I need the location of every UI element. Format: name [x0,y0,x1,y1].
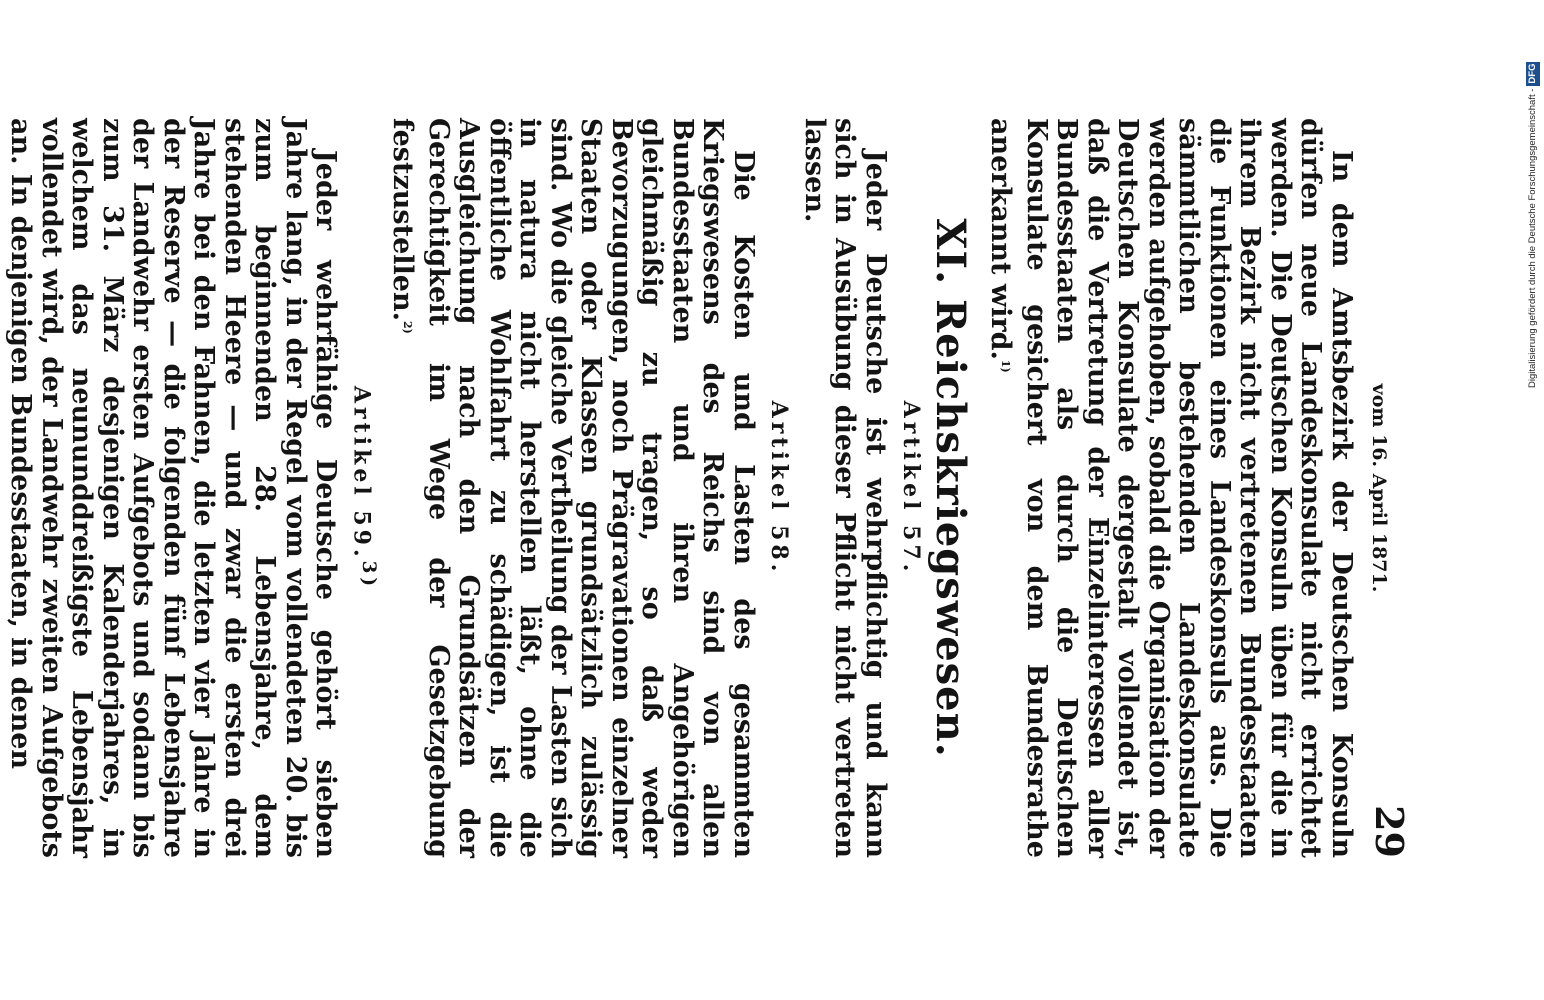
dfg-logo: DFG [1527,63,1538,84]
rotated-page [5,118,1412,858]
article-57-text: Jeder Deutsche ist wehrpflichtig und kann sich in Ausübung dieser Pflicht nicht vertreten lassen. [799,118,891,858]
paragraph-consuls-text: In dem Amtsbezirk der Deutschen Konsuln dürfen neue Landeskonsulate nicht errichtet werden. Die Deutschen Konsuln üben für die in ihrem Bezirk nicht vertretenen Bundesstaaten die Funktionen eines Landeskonsuls aus. Die sämmtlichen bestehenden Landeskonsulate werden aufgehoben, sobald die Organisation der Deutschen Konsulate dergestalt vollendet ist, daß die Vertretung der Einzelinteressen aller Bundesstaaten als durch die Deutschen Konsulate gesichert von dem Bundesrathe anerkannt wird. [985,118,1357,858]
digitization-credit [1526,8,1540,388]
article-58-paragraph [387,118,758,858]
article-59-label: Artikel 59. [348,385,375,561]
article-59-heading [346,118,383,858]
article-58-text: Die Kosten und Lasten des gesammten Kriegswesens des Reichs sind von allen Bundesstaaten und ihren Angehörigen gleichmäßig zu tragen, so daß weder Bevorzugungen, noch Prägravationen einzelner Staaten oder Klassen grundsätzlich zulässig sind. Wo die gleiche Vertheilung der Lasten sich in natura nicht herstellen läßt, ohne die öffentliche Wohlfahrt zu schädigen, ist die Ausgleichung nach den Grundsätzen der Gerechtigkeit im Wege der Gesetzgebung festzustellen. [387,118,759,858]
article-58-heading: Artikel 58. [766,400,793,576]
credit-line [1526,8,1540,388]
page-number: 29 [1367,805,1412,858]
page-content [0,118,1412,858]
footnote-ref-2: 2) [401,321,415,334]
credit-text: Digitalisierung gefördert durch die Deutsche Forschungsgemeinschaft - [1527,88,1538,388]
footnote-ref-1: 1) [999,359,1013,373]
article-57-heading: Artikel 57. [898,400,925,576]
section-heading [927,118,974,858]
running-head-date: vom 16. April 1871. [1368,383,1390,593]
article-59-text: Jeder wehrfähige Deutsche gehört sieben Jahre lang, in der Regel vom vollendeten 20. bis zum beginnenden 28. Lebensjahre, dem stehenden Heere — und zwar die ersten drei Jahre bei den Fahnen, die letzten vier Jahre in der Reserve — die folgenden fünf Lebensjahre der Landwehr ersten Aufgebots und sodann bis zum 31. März desjenigen Kalenderjahres, in welchem das neununddreißigste Lebensjahr vollendet wird, der Landwehr zweiten Aufgebots an. In denjenigen Bundesstaaten, in denen [5,118,342,858]
section-number: XI. [927,218,974,286]
section-title: Reichskriegswesen. [927,299,974,758]
footnote-ref-3: 3) [358,560,379,591]
paragraph-consuls [985,118,1356,858]
running-head [1356,118,1412,858]
